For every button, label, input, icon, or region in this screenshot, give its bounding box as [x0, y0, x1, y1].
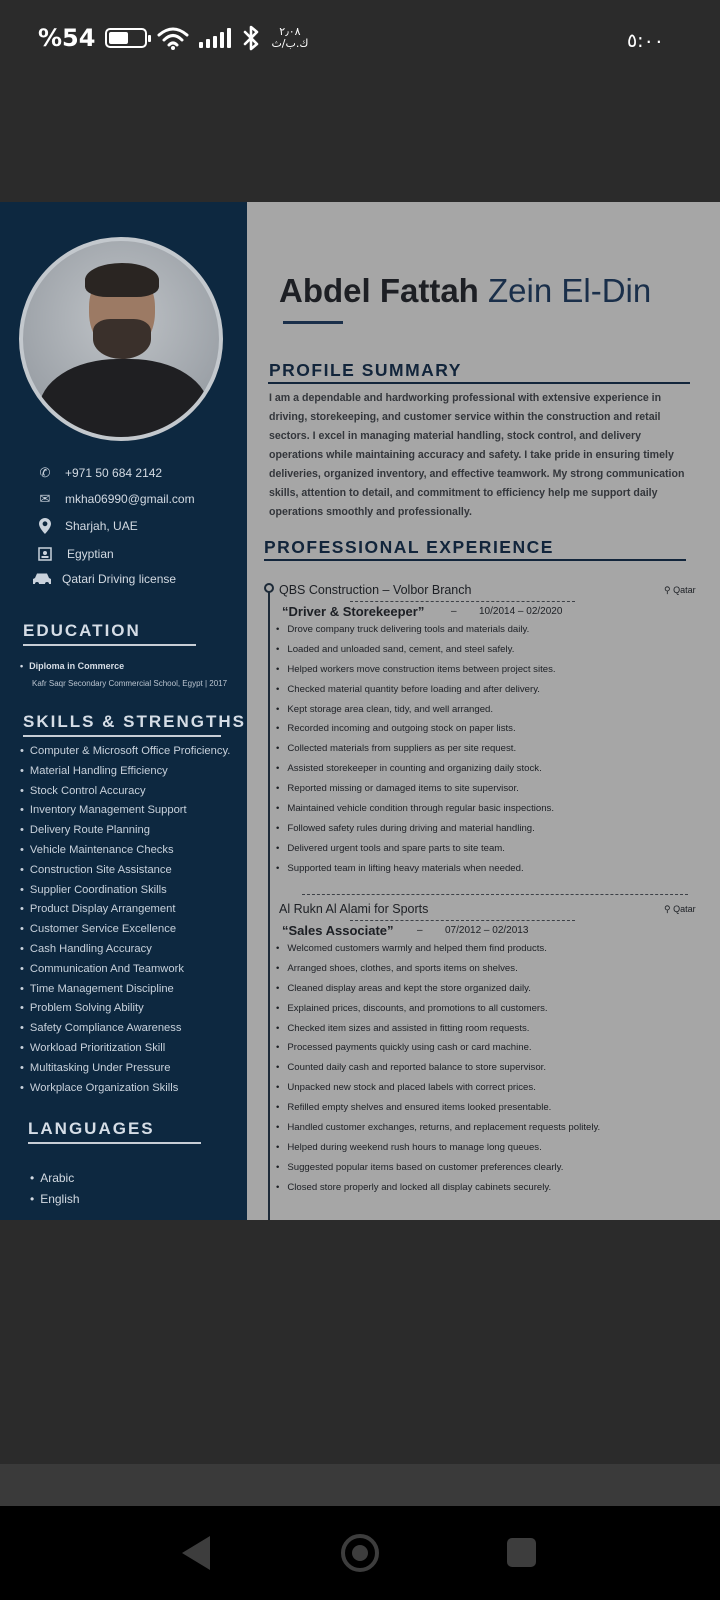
contact-nationality: [35, 546, 114, 562]
map-pin-icon: ⚲: [664, 904, 674, 914]
duty-item: • Drove company truck delivering tools and materials daily.: [276, 620, 556, 640]
network-speed-value: ٢٫٠٨: [279, 25, 301, 38]
nationality-text: Egyptian: [67, 547, 114, 561]
duty-item: • Helped during weekend rush hours to manage long queues.: [276, 1138, 600, 1158]
network-speed: [271, 26, 308, 50]
languages-underline: [28, 1142, 201, 1144]
phone-text: +971 50 684 2142: [65, 466, 163, 480]
location-pin-icon: [35, 518, 55, 534]
status-clock: ٥:٠٠: [626, 30, 664, 52]
duty-item: • Processed payments quickly using cash or card machine.: [276, 1038, 600, 1058]
duty-item: • Recorded incoming and outgoing stock on paper lists.: [276, 719, 556, 739]
name-first: Abdel Fattah: [279, 272, 479, 309]
job-location-text: Qatar: [673, 904, 696, 914]
wifi-icon: [157, 26, 189, 50]
timeline-dot: [264, 583, 274, 593]
duty-item: • Explained prices, discounts, and promotions to all customers.: [276, 999, 600, 1019]
job-role: “Driver & Storekeeper”: [282, 604, 425, 619]
recents-button[interactable]: [507, 1538, 536, 1567]
duty-item: • Assisted storekeeper in counting and organizing daily stock.: [276, 759, 556, 779]
skill-item: • Material Handling Efficiency: [20, 762, 230, 782]
profile-photo: [19, 237, 223, 441]
duty-item: • Cleaned display areas and kept the store organized daily.: [276, 979, 600, 999]
network-speed-unit: ك.ب/ث: [271, 37, 309, 50]
skill-item: • Product Display Arrangement: [20, 900, 230, 920]
phone-icon: ✆: [39, 465, 51, 481]
skills-heading: SKILLS & STRENGTHS: [23, 712, 247, 731]
battery-level-fill: [109, 32, 127, 44]
id-card-icon: [35, 546, 55, 562]
duty-item: • Suggested popular items based on customer preferences clearly.: [276, 1158, 600, 1178]
job-date-separator: –: [417, 925, 423, 936]
bluetooth-icon: [241, 25, 261, 51]
job-duties-list: [276, 939, 600, 1198]
bottom-strip: [0, 1464, 720, 1506]
job-date-separator: –: [451, 606, 457, 617]
back-button[interactable]: [182, 1536, 210, 1570]
resume-document: [0, 202, 720, 1220]
duty-item: • Maintained vehicle condition through regular basic inspections.: [276, 799, 556, 819]
home-button[interactable]: [341, 1534, 379, 1572]
signal-icon: [199, 28, 231, 48]
skill-item: • Supplier Coordination Skills: [20, 881, 230, 901]
resume-name: [279, 272, 651, 310]
skill-item: • Construction Site Assistance: [20, 861, 230, 881]
duty-item: • Counted daily cash and reported balance to store supervisor.: [276, 1058, 600, 1078]
job-location: [664, 904, 696, 915]
job-company: Al Rukn Al Alami for Sports: [279, 902, 429, 916]
license-text: Qatari Driving license: [62, 572, 177, 586]
car-icon: [32, 571, 52, 587]
battery-percent: %54: [38, 24, 96, 52]
job-location: [664, 585, 696, 596]
duty-item: • Checked item sizes and assisted in fitting room requests.: [276, 1019, 600, 1039]
battery-icon: [105, 28, 147, 48]
duty-item: • Handled customer exchanges, returns, and replacement requests politely.: [276, 1118, 600, 1138]
duty-item: • Collected materials from suppliers as per site request.: [276, 739, 556, 759]
skill-item: • Inventory Management Support: [20, 801, 230, 821]
duty-item: • Followed safety rules during driving and material handling.: [276, 819, 556, 839]
email-text: mkha06990@gmail.com: [65, 492, 195, 506]
name-last: Zein El-Din: [488, 272, 652, 309]
envelope-icon: ✉: [39, 491, 51, 507]
job-company: QBS Construction – Volbor Branch: [279, 583, 472, 597]
summary-heading: PROFILE SUMMARY: [269, 360, 462, 380]
education-school: Kafr Saqr Secondary Commercial School, Egypt | 2017: [32, 679, 228, 688]
resume-sidebar: [0, 202, 247, 1220]
skill-item: • Computer & Microsoft Office Proficiency.: [20, 742, 230, 762]
skill-item: • Customer Service Excellence: [20, 920, 230, 940]
contact-location: [35, 518, 138, 534]
summary-text: I am a dependable and hardworking professional with extensive experience in driving, storekeeping, and customer service within the construction and retail sectors. I excel in managing material handling, stock control, and delivery operations while maintaining accuracy and safety. I take pride in ensuring timely deliveries, organized inventory, and effective teamwork. My strong communication skills, attention to detail, and commitment to efficiency help me support daily operations smoothly and professionally.: [269, 392, 685, 518]
skill-item: • Multitasking Under Pressure: [20, 1059, 230, 1079]
duty-item: • Loaded and unloaded sand, cement, and steel safely.: [276, 640, 556, 660]
skill-item: • Safety Compliance Awareness: [20, 1019, 230, 1039]
languages-heading: LANGUAGES: [28, 1119, 155, 1138]
skill-item: • Communication And Teamwork: [20, 960, 230, 980]
duty-item: • Kept storage area clean, tidy, and well arranged.: [276, 700, 556, 720]
experience-timeline: [268, 588, 270, 1220]
jobs-divider: [302, 894, 688, 895]
languages-list: [30, 1168, 80, 1210]
duty-item: • Closed store properly and locked all display cabinets securely.: [276, 1178, 600, 1198]
skills-list: [20, 742, 230, 1098]
skill-item: • Workload Prioritization Skill: [20, 1039, 230, 1059]
job-location-text: Qatar: [673, 585, 696, 595]
duty-item: • Checked material quantity before loading and after delivery.: [276, 680, 556, 700]
duty-item: • Delivered urgent tools and spare parts to site team.: [276, 839, 556, 859]
contact-email: [35, 491, 195, 507]
skill-item: • Problem Solving Ability: [20, 999, 230, 1019]
skill-item: • Time Management Discipline: [20, 980, 230, 1000]
location-text: Sharjah, UAE: [65, 519, 138, 533]
skills-underline: [23, 735, 221, 737]
skill-item: • Stock Control Accuracy: [20, 782, 230, 802]
job-dates: 10/2014 – 02/2020: [479, 606, 563, 617]
job-divider: [350, 920, 575, 921]
contact-phone: [35, 465, 162, 481]
language-item: • English: [30, 1189, 80, 1210]
summary-underline: [268, 382, 690, 384]
navigation-bar: [0, 1506, 720, 1600]
duty-item: • Arranged shoes, clothes, and sports items on shelves.: [276, 959, 600, 979]
duty-item: • Welcomed customers warmly and helped them find products.: [276, 939, 600, 959]
experience-heading: PROFESSIONAL EXPERIENCE: [264, 537, 554, 557]
duty-item: • Reported missing or damaged items to site supervisor.: [276, 779, 556, 799]
skill-item: • Workplace Organization Skills: [20, 1079, 230, 1099]
status-bar: [0, 0, 720, 80]
experience-underline: [264, 559, 686, 561]
duty-item: • Refilled empty shelves and ensured items looked presentable.: [276, 1098, 600, 1118]
education-heading: EDUCATION: [23, 621, 141, 640]
status-left-group: [38, 24, 308, 52]
skill-item: • Delivery Route Planning: [20, 821, 230, 841]
name-underline: [283, 321, 343, 324]
job-dates: 07/2012 – 02/2013: [445, 925, 529, 936]
job-duties-list: [276, 620, 556, 879]
duty-item: • Supported team in lifting heavy materials when needed.: [276, 859, 556, 879]
contact-license: [32, 571, 176, 587]
education-underline: [23, 644, 196, 646]
duty-item: • Helped workers move construction items between project sites.: [276, 660, 556, 680]
map-pin-icon: ⚲: [664, 585, 674, 595]
skill-item: • Vehicle Maintenance Checks: [20, 841, 230, 861]
language-item: • Arabic: [30, 1168, 80, 1189]
job-divider: [350, 601, 575, 602]
duty-item: • Unpacked new stock and placed labels with correct prices.: [276, 1078, 600, 1098]
skill-item: • Cash Handling Accuracy: [20, 940, 230, 960]
job-role: “Sales Associate”: [282, 923, 394, 938]
education-degree: • Diploma in Commerce: [20, 661, 124, 671]
